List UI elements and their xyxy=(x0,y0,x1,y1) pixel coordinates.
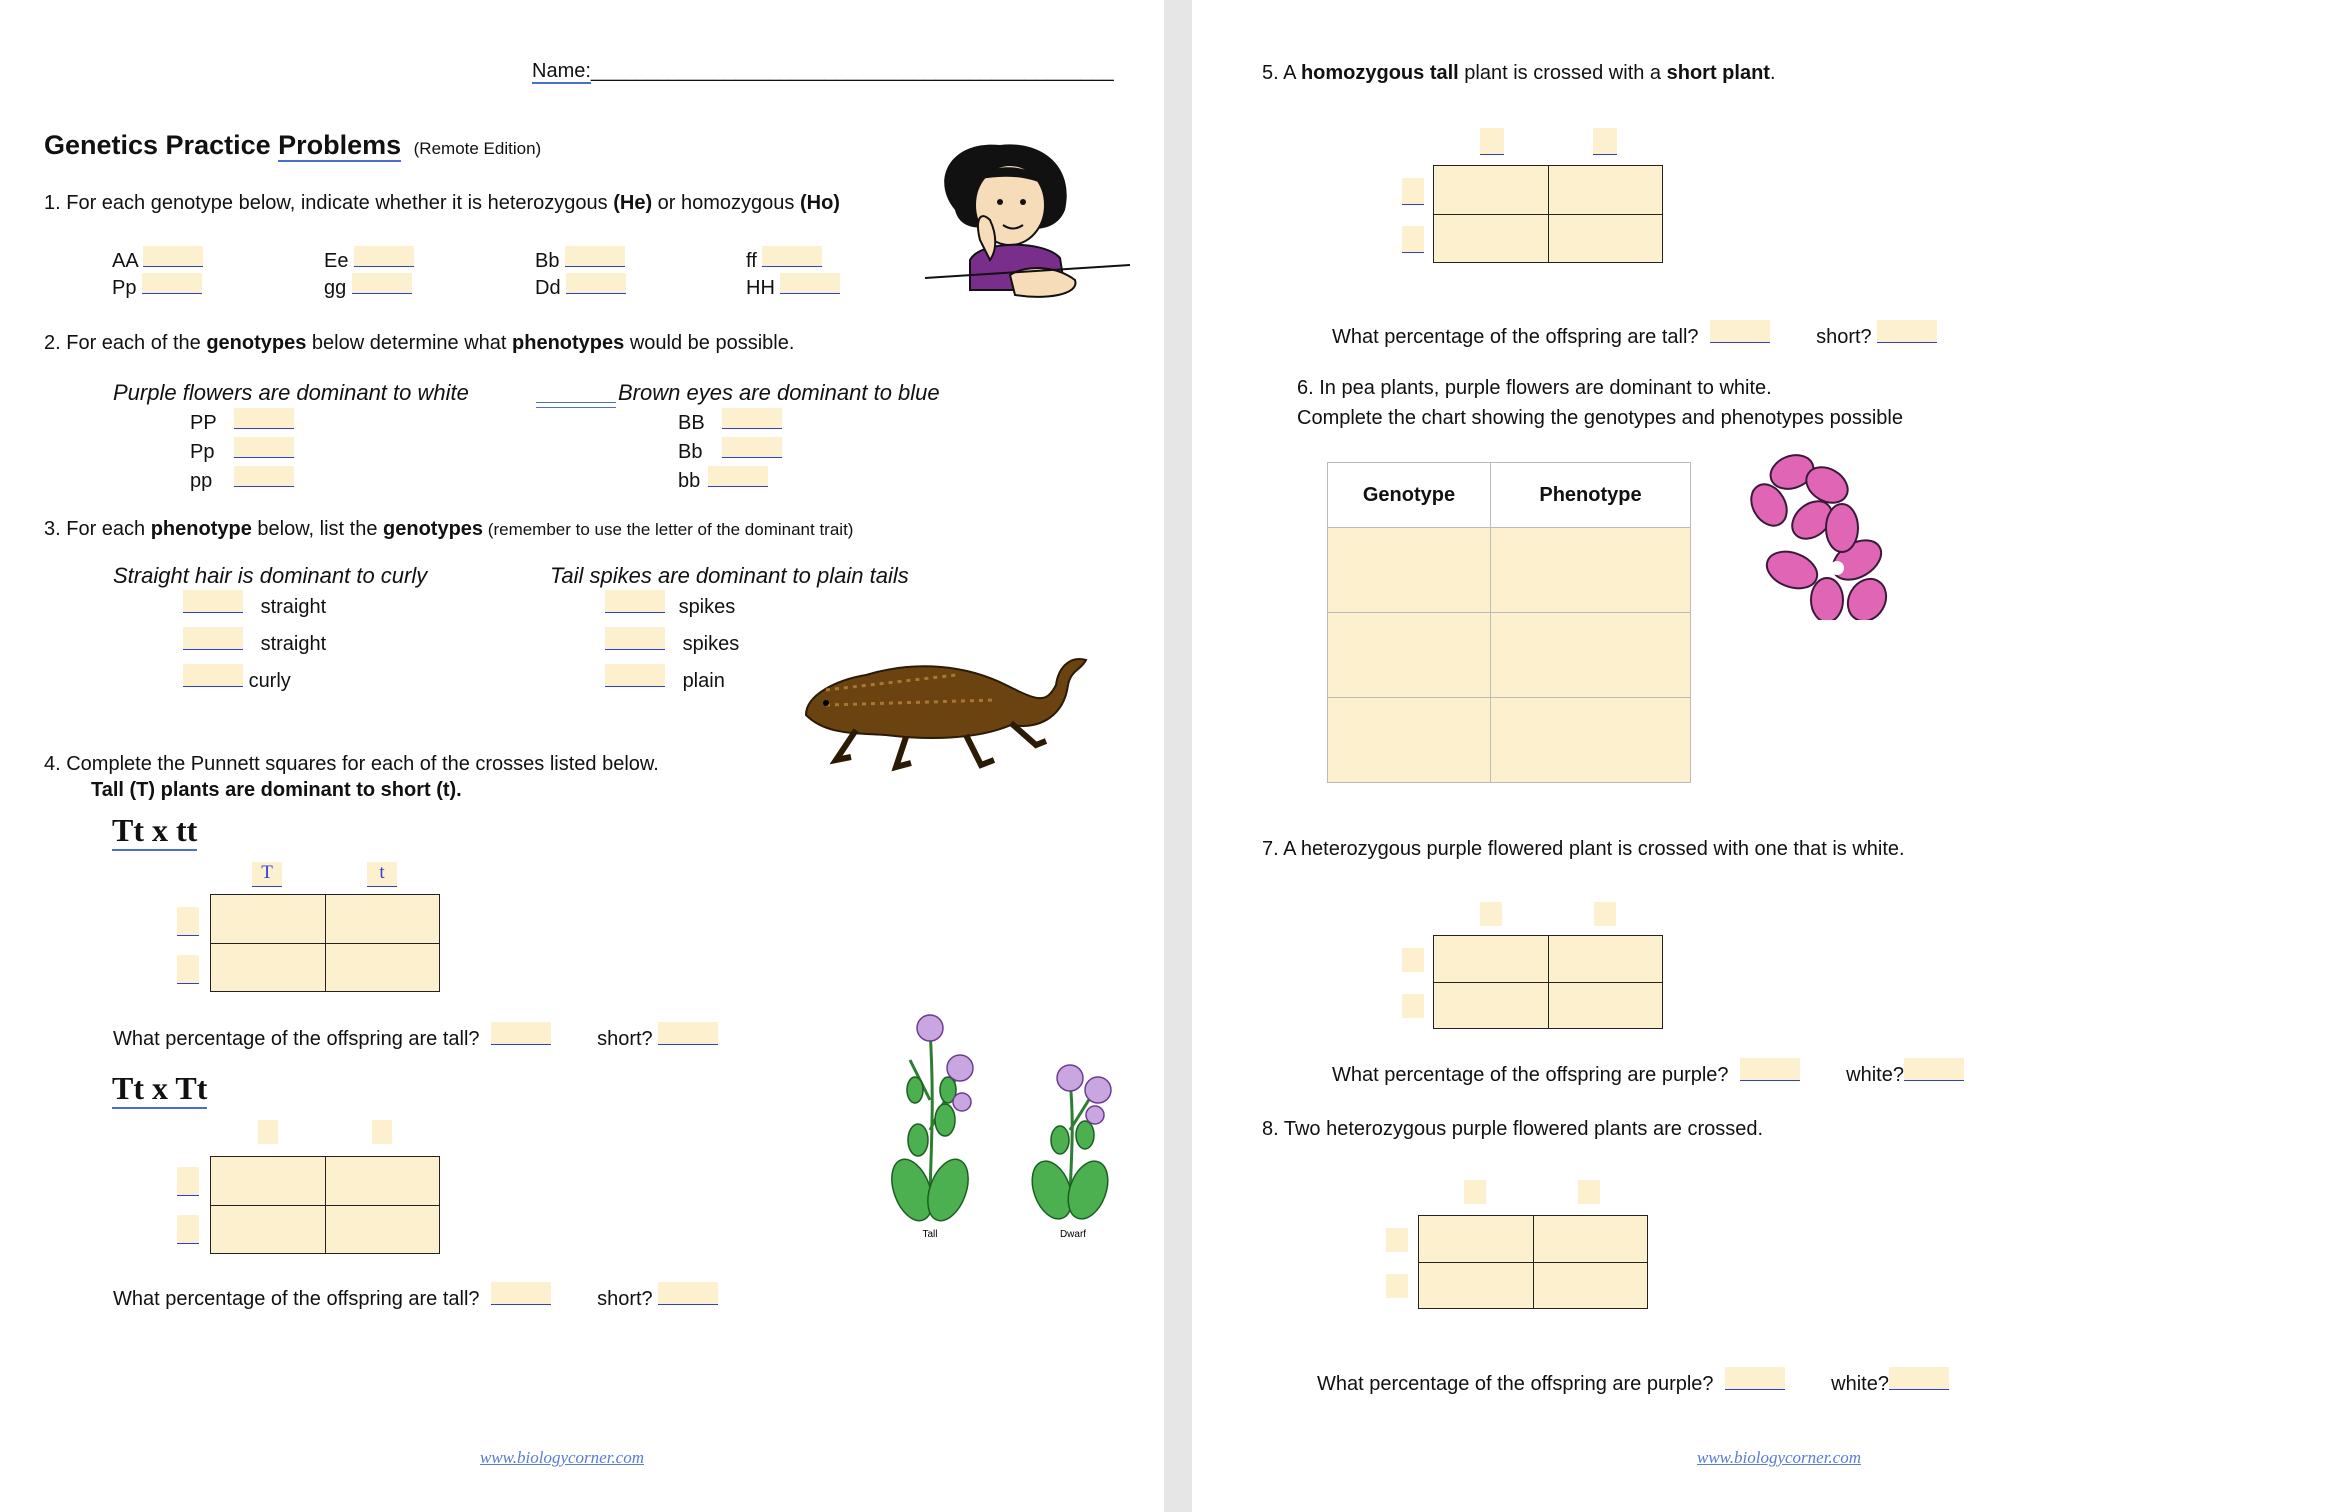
q2-right-rule: Brown eyes are dominant to blue xyxy=(618,380,940,405)
phenotype-label: curly xyxy=(248,670,291,692)
q8-question xyxy=(1317,1367,1949,1396)
answer-blank[interactable] xyxy=(565,246,625,267)
punnett-square-1 xyxy=(210,894,440,992)
tall-answer-blank[interactable] xyxy=(491,1022,551,1045)
genotype-label: gg xyxy=(324,277,347,299)
punnett-header-2[interactable] xyxy=(1594,902,1616,926)
table-cell[interactable] xyxy=(1491,698,1691,783)
q2-right-row xyxy=(678,408,782,435)
q2-left-rule: Purple flowers are dominant to white xyxy=(113,380,469,405)
q2-left-row xyxy=(190,466,294,493)
answer-blank[interactable] xyxy=(762,246,822,267)
short-label: short? xyxy=(1816,326,1872,348)
q5-bold-short: short plant xyxy=(1666,62,1770,84)
phenotype-column-header: Phenotype xyxy=(1491,463,1691,528)
punnett-cell[interactable] xyxy=(1419,1263,1533,1309)
punnett-cell[interactable] xyxy=(326,1157,440,1205)
purple-answer-blank[interactable] xyxy=(1740,1058,1800,1081)
q1-text: 1. For each genotype below, indicate whether it is heterozygous xyxy=(44,192,614,214)
short-answer-blank[interactable] xyxy=(658,1022,718,1045)
answer-blank[interactable] xyxy=(605,627,665,650)
q7-question xyxy=(1332,1058,1964,1087)
punnett-side-1[interactable] xyxy=(1402,178,1424,205)
punnett-cell[interactable] xyxy=(1434,936,1548,982)
q3-left-row xyxy=(183,664,291,693)
q3-text-mid: below, list the xyxy=(251,518,384,540)
q1-prompt xyxy=(44,192,840,215)
q3-left-row xyxy=(183,590,326,619)
q8-prompt: 8. Two heterozygous purple flowered plants are crossed. xyxy=(1262,1118,1764,1140)
edition-label: (Remote Edition) xyxy=(413,139,542,158)
answer-blank[interactable] xyxy=(183,590,243,613)
genotype-label: pp xyxy=(190,470,213,492)
punnett-square-7 xyxy=(1433,935,1663,1029)
table-cell[interactable] xyxy=(1491,528,1691,613)
punnett-cell[interactable] xyxy=(211,1206,325,1254)
punnett-square-5 xyxy=(1433,165,1663,263)
q2-right-row xyxy=(678,437,782,464)
punnett-cell[interactable] xyxy=(211,1157,325,1205)
punnett-side-2[interactable] xyxy=(1402,994,1424,1018)
q2-text: 2. For each of the xyxy=(44,332,207,354)
q2-bold-genotypes: genotypes xyxy=(206,332,307,354)
q3-right-rule: Tail spikes are dominant to plain tails xyxy=(550,563,909,588)
table-cell[interactable] xyxy=(1328,613,1491,698)
cross1-label: Tt x tt xyxy=(112,812,197,851)
q1-item-dd xyxy=(535,273,626,300)
q2-right-row xyxy=(678,466,768,493)
q1-item-aa xyxy=(112,246,203,273)
q3-text-end: (remember to use the letter of the dominant trait) xyxy=(483,520,854,539)
answer-blank[interactable] xyxy=(183,627,243,650)
answer-blank[interactable] xyxy=(234,437,294,458)
q3-bold-genotypes: genotypes xyxy=(383,518,484,540)
genotype-label: Bb xyxy=(535,250,560,272)
table-cell[interactable] xyxy=(1328,528,1491,613)
white-answer-blank[interactable] xyxy=(1889,1367,1949,1390)
punnett-side-2[interactable] xyxy=(177,955,199,984)
q1-text-mid: or homozygous xyxy=(652,192,800,214)
punnett-header-2[interactable] xyxy=(372,1120,392,1144)
footer-link[interactable]: www.biologycorner.com xyxy=(480,1448,645,1467)
punnett-side-1[interactable] xyxy=(177,907,199,936)
punnett-cell[interactable] xyxy=(1549,166,1663,214)
genotype-label: ff xyxy=(746,250,757,272)
q3-left-rule: Straight hair is dominant to curly xyxy=(113,563,428,588)
q3-prompt xyxy=(44,518,853,541)
punnett-header-2[interactable] xyxy=(1593,128,1617,155)
q7-prompt: 7. A heterozygous purple flowered plant is crossed with one that is white. xyxy=(1262,838,1905,860)
page-title xyxy=(44,130,541,161)
answer-blank[interactable] xyxy=(234,466,294,487)
genotype-label: Bb xyxy=(678,441,703,463)
q2-left-row xyxy=(190,437,294,464)
q1-item-bb xyxy=(535,246,625,273)
q3-text: 3. For each xyxy=(44,518,151,540)
short-answer-blank[interactable] xyxy=(658,1282,718,1305)
genotype-label: Ee xyxy=(324,250,349,272)
q5-text: 5. A xyxy=(1262,62,1301,84)
girl-thinking-icon xyxy=(925,140,1130,310)
genotype-column-header: Genotype xyxy=(1328,463,1491,528)
q4-rule: Tall (T) plants are dominant to short (t). xyxy=(91,779,462,801)
answer-blank[interactable] xyxy=(354,246,414,267)
q1-item-pp xyxy=(112,273,202,300)
left-page xyxy=(0,0,1164,1512)
punnett-side-1[interactable] xyxy=(1386,1228,1408,1252)
answer-blank[interactable] xyxy=(352,273,412,294)
q1-item-ee xyxy=(324,246,414,273)
right-page xyxy=(1192,0,2336,1512)
genotype-label: PP xyxy=(190,412,217,434)
phenotype-label: straight xyxy=(260,633,327,655)
q2-text-end: would be possible. xyxy=(624,332,795,354)
genotype-label: Pp xyxy=(190,441,215,463)
punnett-square-8 xyxy=(1418,1215,1648,1309)
q2-left-row xyxy=(190,408,294,435)
punnett-cell[interactable] xyxy=(1419,1216,1533,1262)
short-answer-blank[interactable] xyxy=(1877,320,1937,343)
phenotype-label: straight xyxy=(260,596,327,618)
punnett-cell[interactable] xyxy=(1434,215,1548,263)
punnett-cell[interactable] xyxy=(1549,215,1663,263)
genotype-label: HH xyxy=(746,277,775,299)
question-text: What percentage of the offspring are tall? xyxy=(1332,326,1699,348)
white-answer-blank[interactable] xyxy=(1904,1058,1964,1081)
q2-prompt xyxy=(44,332,794,355)
q3-bold-phenotype: phenotype xyxy=(150,518,252,540)
punnett-cell[interactable] xyxy=(326,944,440,992)
punnett-header-1[interactable]: T xyxy=(252,862,282,887)
punnett-square-2 xyxy=(210,1156,440,1254)
q1-he: (He) xyxy=(613,192,653,214)
q5-question xyxy=(1332,320,1937,349)
q3-right-row xyxy=(605,590,735,619)
question-text: What percentage of the offspring are purple? xyxy=(1332,1064,1729,1086)
answer-blank[interactable] xyxy=(566,273,626,294)
question-text: What percentage of the offspring are tall? xyxy=(113,1288,480,1310)
punnett-side-2[interactable] xyxy=(1386,1274,1408,1298)
q4-question-2 xyxy=(113,1282,718,1311)
phenotype-label: spikes xyxy=(682,633,740,655)
punnett-header-1[interactable] xyxy=(1464,1180,1486,1204)
q5-prompt xyxy=(1262,62,1776,85)
punnett-cell[interactable] xyxy=(1534,1216,1648,1262)
pink-flowers-illustration xyxy=(1747,450,1897,620)
q5-text-end: . xyxy=(1769,62,1776,84)
title-underlined: Problems xyxy=(278,130,402,160)
q2-text-mid: below determine what xyxy=(306,332,513,354)
genotype-phenotype-table xyxy=(1327,462,1691,783)
punnett-cell[interactable] xyxy=(1434,166,1548,214)
punnett-cell[interactable] xyxy=(1534,1263,1648,1309)
short-label: short? xyxy=(597,1028,653,1050)
punnett-header-1[interactable] xyxy=(1480,128,1504,155)
white-label: white? xyxy=(1846,1064,1904,1086)
punnett-side-1[interactable] xyxy=(177,1167,199,1196)
q3-right-row xyxy=(605,627,739,656)
answer-blank[interactable] xyxy=(234,408,294,429)
tall-plant-label: Tall xyxy=(922,1229,938,1240)
q1-item-gg xyxy=(324,273,412,300)
answer-blank[interactable] xyxy=(722,437,782,458)
punnett-header-1[interactable] xyxy=(1480,902,1502,926)
punnett-cell[interactable] xyxy=(211,895,325,943)
punnett-side-2[interactable] xyxy=(1402,226,1424,253)
q6-instructions: Complete the chart showing the genotypes and phenotypes possible xyxy=(1297,407,1903,429)
name-line[interactable]: _______________________________________________ xyxy=(590,60,1114,82)
answer-blank[interactable] xyxy=(722,408,782,429)
genotype-label: AA xyxy=(112,250,138,272)
q6-prompt: 6. In pea plants, purple flowers are dominant to white. xyxy=(1297,377,1772,399)
punnett-cell[interactable] xyxy=(326,1206,440,1254)
punnett-cell[interactable] xyxy=(211,944,325,992)
q4-question-1 xyxy=(113,1022,718,1051)
punnett-cell[interactable] xyxy=(326,895,440,943)
white-label: white? xyxy=(1831,1373,1889,1395)
q5-bold-tall: homozygous tall xyxy=(1300,62,1459,84)
q1-item-ff xyxy=(746,246,822,273)
question-text: What percentage of the offspring are purple? xyxy=(1317,1373,1714,1395)
q5-text-mid: plant is crossed with a xyxy=(1458,62,1667,84)
punnett-header-1[interactable] xyxy=(258,1120,278,1144)
punnett-side-2[interactable] xyxy=(177,1215,199,1244)
answer-blank[interactable] xyxy=(708,466,768,487)
punnett-side-1[interactable] xyxy=(1402,948,1424,972)
title-text: Genetics Practice xyxy=(44,130,279,160)
genotype-label: Pp xyxy=(112,277,137,299)
answer-blank[interactable] xyxy=(142,273,202,294)
punnett-cell[interactable] xyxy=(1434,983,1548,1029)
question-text: What percentage of the offspring are tall? xyxy=(113,1028,480,1050)
answer-blank[interactable] xyxy=(605,664,665,687)
punnett-header-2[interactable]: t xyxy=(367,862,397,887)
answer-blank[interactable] xyxy=(605,590,665,613)
genotype-label: bb xyxy=(678,470,701,492)
name-field[interactable] xyxy=(532,60,1114,83)
q3-right-row xyxy=(605,664,725,693)
tall-answer-blank[interactable] xyxy=(1710,320,1770,343)
q3-left-row xyxy=(183,627,326,656)
table-cell[interactable] xyxy=(1491,613,1691,698)
q2-bold-phenotypes: phenotypes xyxy=(512,332,625,354)
q1-item-hh xyxy=(746,273,840,300)
genotype-label: Dd xyxy=(535,277,561,299)
genotype-label: BB xyxy=(678,412,705,434)
pea-plants-illustration xyxy=(890,1010,1140,1240)
name-label: Name: xyxy=(532,60,591,82)
punnett-cell[interactable] xyxy=(1549,983,1663,1029)
cross2-label: Tt x Tt xyxy=(112,1070,207,1109)
table-cell[interactable] xyxy=(1328,698,1491,783)
punnett-cell[interactable] xyxy=(1549,936,1663,982)
answer-blank[interactable] xyxy=(143,246,203,267)
dwarf-plant-label: Dwarf xyxy=(1059,1229,1087,1240)
punnett-header-2[interactable] xyxy=(1578,1180,1600,1204)
short-label: short? xyxy=(597,1288,653,1310)
blank-double-rule xyxy=(536,402,616,408)
lizard-illustration xyxy=(796,645,1096,775)
phenotype-label: spikes xyxy=(678,596,736,618)
q4-prompt: 4. Complete the Punnett squares for each of the crosses listed below. xyxy=(44,753,659,775)
tall-answer-blank[interactable] xyxy=(491,1282,551,1305)
footer-link[interactable]: www.biologycorner.com xyxy=(1697,1448,1862,1467)
purple-answer-blank[interactable] xyxy=(1725,1367,1785,1390)
answer-blank[interactable] xyxy=(183,664,243,687)
q1-ho: (Ho) xyxy=(799,192,840,214)
answer-blank[interactable] xyxy=(780,273,840,294)
phenotype-label: plain xyxy=(682,670,725,692)
